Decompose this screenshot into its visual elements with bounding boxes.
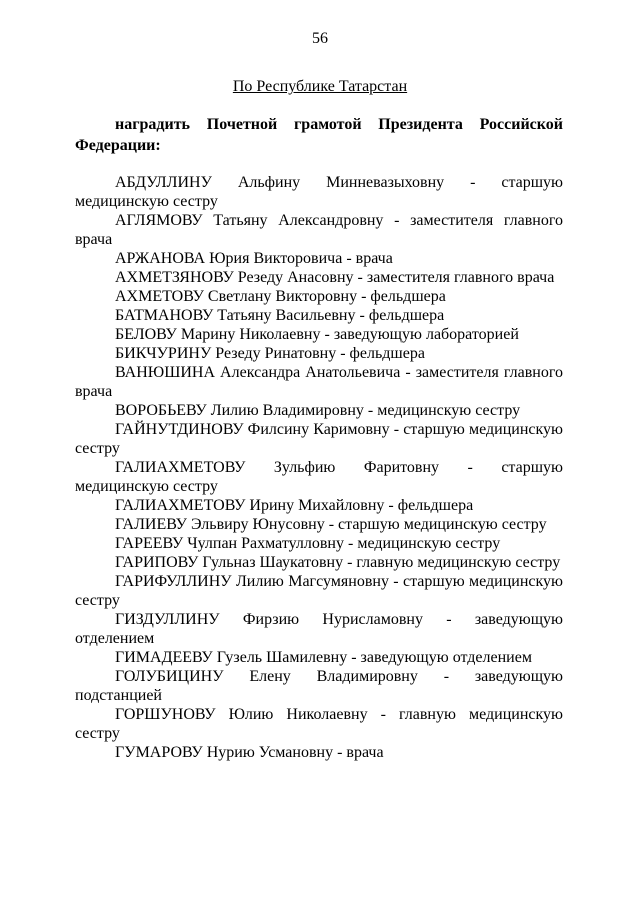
list-item: БАТМАНОВУ Татьяну Васильевну - фельдшера xyxy=(115,307,445,324)
list-item: АБДУЛЛИНУ Альфину Минневазыховну - старшую медицинскую сестру xyxy=(75,174,563,210)
award-heading: наградить Почетной грамотой Президента Российской Федерации: xyxy=(75,116,563,154)
list-item: АГЛЯМОВУ Татьяну Александровну - заместителя главного врача xyxy=(75,212,563,248)
list-item: ГАЙНУТДИНОВУ Филсину Каримовну - старшую медицинскую сестру xyxy=(75,421,563,457)
list-item: ГАРИПОВУ Гульназ Шаукатовну - главную медицинскую сестру xyxy=(115,554,561,571)
list-item: ГАРЕЕВУ Чулпан Рахматулловну - медицинскую сестру xyxy=(115,535,501,552)
list-item: ГАРИФУЛЛИНУ Лилию Магсумяновну - старшую медицинскую сестру xyxy=(75,573,563,609)
list-item: ГАЛИЕВУ Эльвиру Юнусовну - старшую медицинскую сестру xyxy=(115,516,547,533)
list-item: ГИЗДУЛЛИНУ Фирзию Нурисламовну - заведующую отделением xyxy=(75,611,563,647)
list-item: ГАЛИАХМЕТОВУ Ирину Михайловну - фельдшера xyxy=(115,497,474,514)
list-item: ВОРОБЬЕВУ Лилию Владимировну - медицинскую сестру xyxy=(115,402,521,419)
list-item: АХМЕТОВУ Светлану Викторовну - фельдшера xyxy=(115,288,446,305)
list-item: ГУМАРОВУ Нурию Усмановну - врача xyxy=(115,744,384,761)
list-item: ГОРШУНОВУ Юлию Николаевну - главную медицинскую сестру xyxy=(75,706,563,742)
list-item: ГОЛУБИЦИНУ Елену Владимировну - заведующую подстанцией xyxy=(75,668,563,704)
list-item: ГАЛИАХМЕТОВУ Зульфию Фаритовну - старшую медицинскую сестру xyxy=(75,459,563,495)
list-item: ВАНЮШИНА Александра Анатольевича - заместителя главного врача xyxy=(75,364,563,400)
list-item: АХМЕТЗЯНОВУ Резеду Анасовну - заместителя главного врача xyxy=(115,269,555,286)
list-item: АРЖАНОВА Юрия Викторовича - врача xyxy=(115,250,393,267)
awardee-list xyxy=(75,173,563,762)
page-number: 56 xyxy=(312,30,328,47)
list-item: БИКЧУРИНУ Резеду Ринатовну - фельдшера xyxy=(115,345,425,362)
list-item: ГИМАДЕЕВУ Гузель Шамилевну - заведующую отделением xyxy=(115,649,532,666)
region-title: По Республике Татарстан xyxy=(232,78,408,95)
list-item: БЕЛОВУ Марину Николаевну - заведующую лабораторией xyxy=(115,326,519,343)
